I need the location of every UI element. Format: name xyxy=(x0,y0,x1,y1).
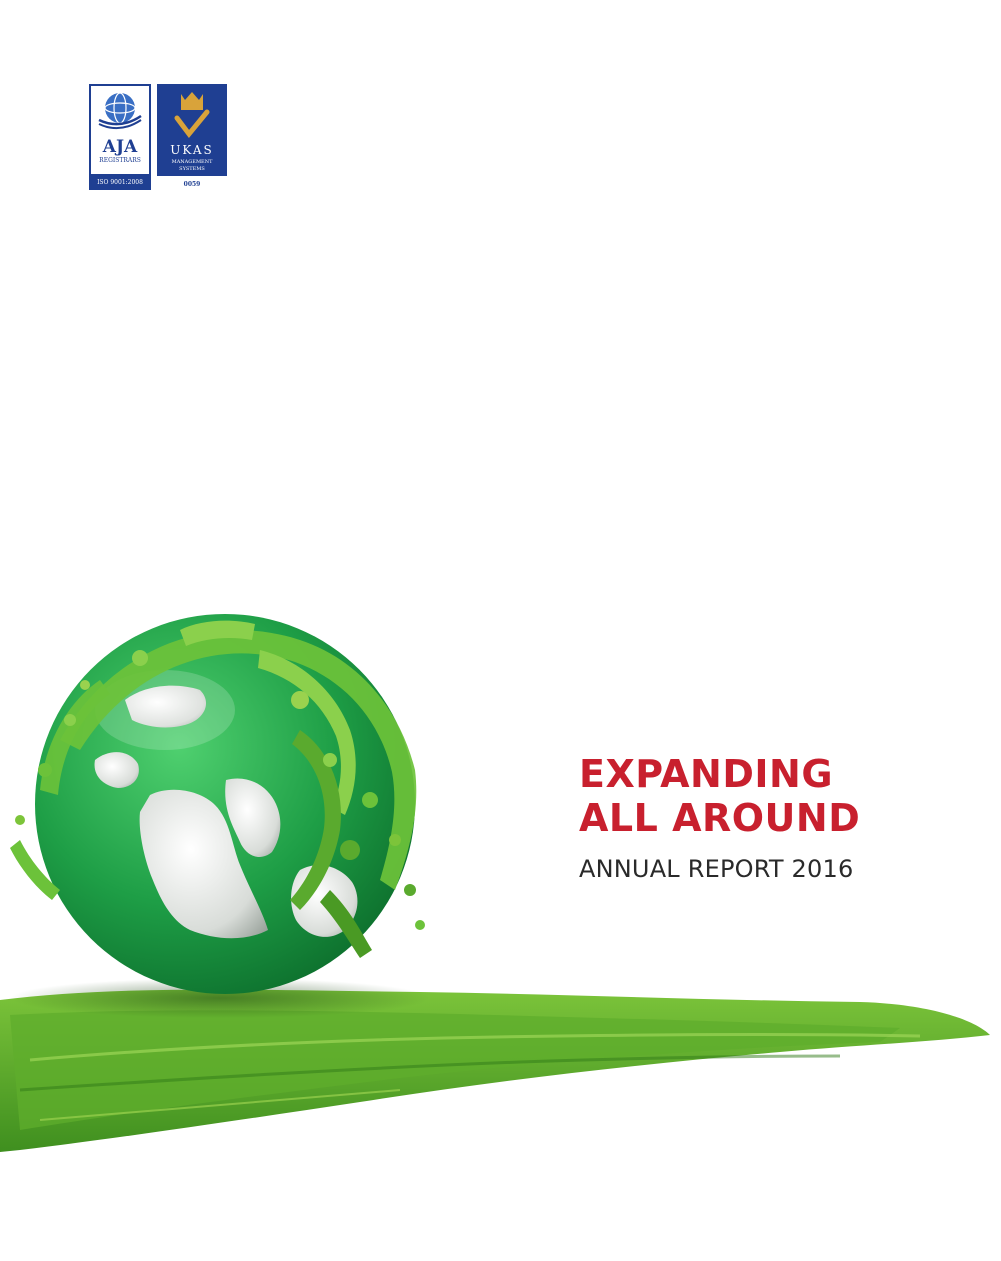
cover-title-block xyxy=(579,752,979,884)
cover-title-line-2: ALL AROUND xyxy=(579,796,861,840)
ukas-logo-line2: SYSTEMS xyxy=(179,166,205,172)
cover-subtitle: ANNUAL REPORT 2016 xyxy=(579,855,854,883)
aja-registrars-logo xyxy=(89,84,151,190)
aja-logo-name: AJA xyxy=(102,137,138,157)
aja-globe-icon xyxy=(91,86,149,188)
ukas-logo xyxy=(157,84,227,190)
ukas-logo-line1: MANAGEMENT xyxy=(171,159,213,165)
ukas-crown-tick-icon xyxy=(157,84,227,190)
ukas-logo-name: UKAS xyxy=(170,143,214,157)
cover-title-line-1: EXPANDING xyxy=(579,752,834,796)
aja-logo-standard: ISO 9001:2008 xyxy=(97,179,143,186)
ukas-logo-number: 0059 xyxy=(183,181,201,188)
aja-logo-registrars: REGISTRARS xyxy=(99,157,141,164)
